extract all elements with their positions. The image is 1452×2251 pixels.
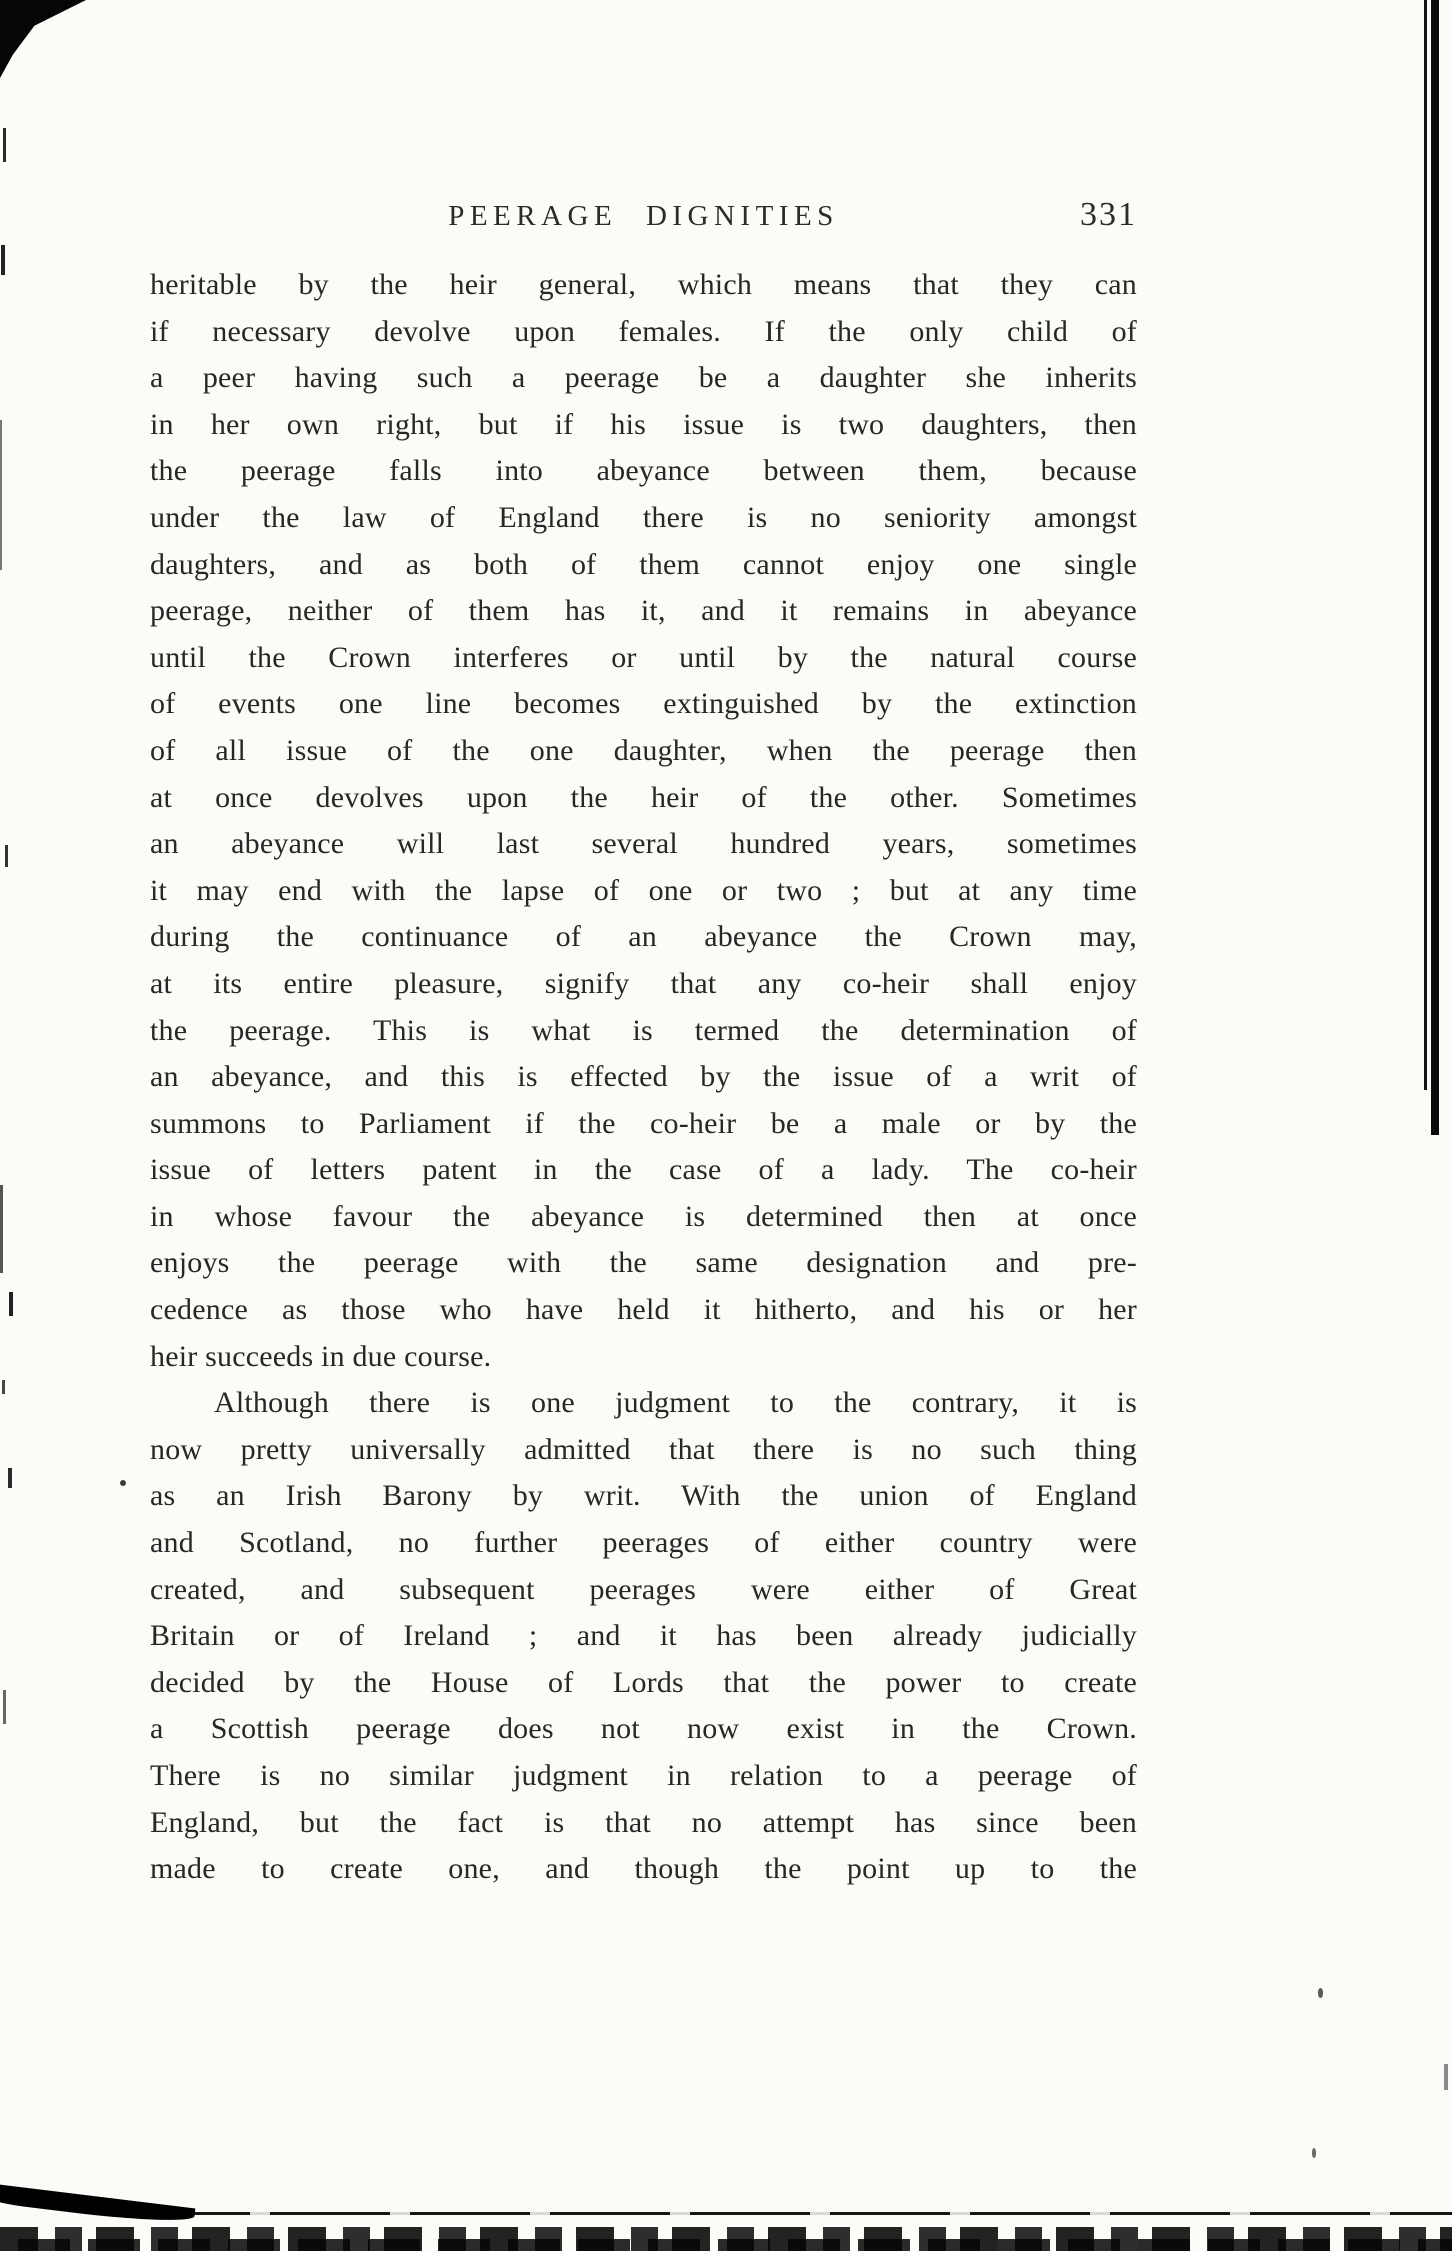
scan-mark-left-edge: [5, 845, 8, 867]
text-line: an abeyance will last several hundred years, sometimes: [150, 827, 1137, 861]
text-line: cedence as those who have held it hitherto, and his or her: [150, 1293, 1137, 1327]
running-header-title: PEERAGE DIGNITIES: [448, 200, 839, 232]
scan-mark-left-edge: [8, 1468, 12, 1488]
text-line: enjoys the peerage with the same designation and pre-: [150, 1246, 1137, 1280]
ink-speck: [1312, 2148, 1316, 2158]
scan-mark-top-left-corner: [0, 0, 86, 78]
text-line: an abeyance, and this is effected by the issue of a writ of: [150, 1060, 1137, 1094]
scan-mark-left-edge: [3, 128, 6, 162]
text-line: England, but the fact is that no attempt has since been: [150, 1805, 1137, 1839]
text-line: if necessary devolve upon females. If the only child of: [150, 314, 1137, 348]
scan-mark-left-edge: [1, 245, 5, 275]
text-line: daughters, and as both of them cannot enjoy one single: [150, 547, 1137, 581]
text-line: heritable by the heir general, which means that they can: [150, 268, 1137, 301]
book-spine-line-thick: [1431, 0, 1439, 1135]
text-line: in whose favour the abeyance is determined then at once: [150, 1199, 1137, 1233]
text-line: now pretty universally admitted that there is no such thing: [150, 1432, 1137, 1466]
scan-mark-left-edge: [9, 1292, 13, 1316]
running-header: [150, 196, 1137, 252]
page-number: 331: [1080, 196, 1137, 233]
ink-speck: [120, 1480, 126, 1486]
text-line: decided by the House of Lords that the power to create: [150, 1665, 1137, 1699]
text-line: at its entire pleasure, signify that any co-heir shall enjoy: [150, 966, 1137, 1000]
text-line: peerage, neither of them has it, and it remains in abeyance: [150, 594, 1137, 628]
text-line: the peerage falls into abeyance between them, because: [150, 454, 1137, 488]
text-line: the peerage. This is what is termed the determination of: [150, 1013, 1137, 1047]
text-line: of all issue of the one daughter, when the peerage then: [150, 733, 1137, 767]
page-body-text: [150, 262, 1137, 1893]
text-line: it may end with the lapse of one or two ; but at any time: [150, 873, 1137, 907]
text-line: There is no similar judgment in relation to a peerage of: [150, 1759, 1137, 1792]
text-line: of events one line becomes extinguished by the extinction: [150, 687, 1137, 721]
text-line: a peer having such a peerage be a daughter she inherits: [150, 361, 1137, 395]
text-line: and Scotland, no further peerages of either country were: [150, 1526, 1137, 1560]
scan-mark-right-edge: [1444, 2064, 1448, 2090]
scan-mark-left-edge: [2, 1380, 5, 1394]
scan-mark-left-edge: [0, 1185, 3, 1273]
text-line: Britain or of Ireland ; and it has been already judicially: [150, 1619, 1137, 1653]
scan-mark-left-edge: [3, 1690, 6, 1724]
text-line: under the law of England there is no seniority amongst: [150, 500, 1137, 534]
text-line: during the continuance of an abeyance the Crown may,: [150, 920, 1137, 954]
text-line: created, and subsequent peerages were either of Great: [150, 1572, 1137, 1606]
ink-speck: [1318, 1988, 1323, 1998]
text-line: until the Crown interferes or until by the natural course: [150, 640, 1137, 674]
text-line: issue of letters patent in the case of a lady. The co-heir: [150, 1153, 1137, 1187]
text-line: at once devolves upon the heir of the other. Sometimes: [150, 780, 1137, 814]
text-line: heir succeeds in due course.: [150, 1339, 492, 1373]
scan-mark-left-edge: [0, 420, 2, 570]
text-line: summons to Parliament if the co-heir be a male or by the: [150, 1106, 1137, 1140]
text-line: made to create one, and though the point up to the: [150, 1852, 1137, 1886]
scan-bottom-edge-band: [0, 2239, 1452, 2251]
scan-bottom-rule: [130, 2212, 1452, 2215]
text-line: a Scottish peerage does not now exist in the Crown.: [150, 1712, 1137, 1746]
scan-mark-bottom-left: [0, 2184, 195, 2228]
text-line: in her own right, but if his issue is two daughters, then: [150, 407, 1137, 441]
text-line: as an Irish Barony by writ. With the union of England: [150, 1479, 1137, 1513]
book-spine-line-thin: [1424, 0, 1427, 1090]
text-line: Although there is one judgment to the contrary, it is: [214, 1386, 1137, 1420]
